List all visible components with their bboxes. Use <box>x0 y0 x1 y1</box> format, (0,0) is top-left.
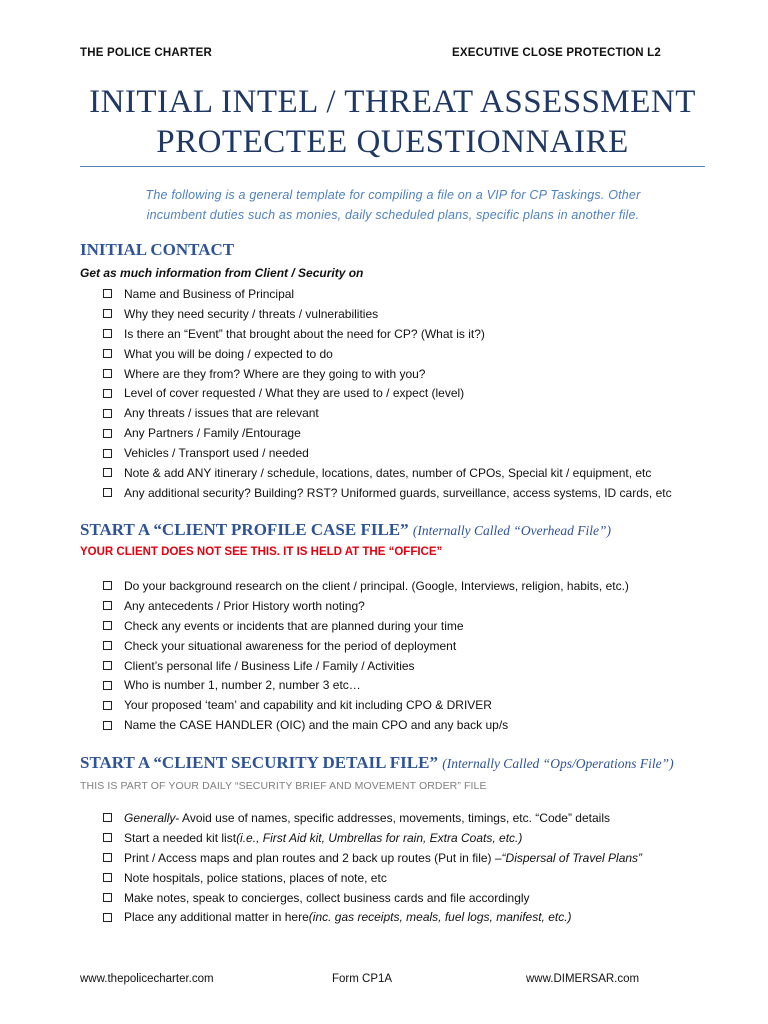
checkbox-icon[interactable] <box>103 369 112 378</box>
section-subheading-security-detail: THIS IS PART OF YOUR DAILY “SECURITY BRIEF AND MOVEMENT ORDER” FILE <box>80 780 487 792</box>
checklist-item <box>103 808 723 828</box>
section-heading-text: START A “CLIENT PROFILE CASE FILE” <box>80 520 409 539</box>
checkbox-icon[interactable] <box>103 681 112 690</box>
checkbox-icon[interactable] <box>103 449 112 458</box>
checklist-item-text: Check any events or incidents that are planned during your time <box>124 618 464 633</box>
checkbox-icon[interactable] <box>103 893 112 902</box>
footer-website-link[interactable]: www.thepolicecharter.com <box>80 973 214 985</box>
checklist-item-text: Note & add ANY itinerary / schedule, locations, dates, number of CPOs, Special kit / equipment, etc <box>124 465 652 480</box>
section-heading-note: (Internally Called “Ops/Operations File”) <box>442 756 674 771</box>
checklist-item-text: - Avoid use of names, specific addresses, movements, timings, etc. “Code” details <box>175 810 610 825</box>
checklist-item-text: Any threats / issues that are relevant <box>124 406 319 421</box>
checklist-item-text: Any Partners / Family /Entourage <box>124 426 301 441</box>
checkbox-icon[interactable] <box>103 289 112 298</box>
checklist-item <box>103 364 723 384</box>
checkbox-icon[interactable] <box>103 853 112 862</box>
title-divider <box>80 166 705 167</box>
checkbox-icon[interactable] <box>103 701 112 710</box>
checklist-item <box>103 443 723 463</box>
checkbox-icon[interactable] <box>103 661 112 670</box>
checklist-item-text: Start a needed kit list <box>124 830 237 845</box>
intro-line-2: incumbent duties such as monies, daily scheduled plans, specific plans in another file. <box>146 208 640 222</box>
checklist-item-text: Level of cover requested / What they are used to / expect (level) <box>124 386 465 401</box>
header-left: THE POLICE CHARTER <box>80 47 213 59</box>
checklist-item <box>103 596 723 616</box>
checklist-item <box>103 383 723 403</box>
checkbox-icon[interactable] <box>103 409 112 418</box>
checklist-item-emphasis: “Dispersal of Travel Plans” <box>501 850 643 865</box>
checkbox-icon[interactable] <box>103 429 112 438</box>
checkbox-icon[interactable] <box>103 488 112 497</box>
checkbox-icon[interactable] <box>103 329 112 338</box>
checkbox-icon[interactable] <box>103 721 112 730</box>
checkbox-icon[interactable] <box>103 833 112 842</box>
checklist-item-text: Note hospitals, police stations, places of note, etc <box>124 870 387 885</box>
checklist-item-emphasis: Generally <box>124 810 176 825</box>
checklist-item <box>103 483 723 503</box>
checklist-item-text: Check your situational awareness for the period of deployment <box>124 638 457 653</box>
checklist-item-text: Any additional security? Building? RST? Uniformed guards, surveillance, access systems, ID cards, etc <box>124 485 672 500</box>
checklist-item <box>103 463 723 483</box>
checklist-item <box>103 828 723 848</box>
checklist-item-text: Any antecedents / Prior History worth noting? <box>124 598 365 613</box>
checklist-item-text: Vehicles / Transport used / needed <box>124 446 309 461</box>
header-right: EXECUTIVE CLOSE PROTECTION L2 <box>452 47 661 59</box>
footer-form-id: Form CP1A <box>332 973 393 985</box>
checklist-item-text: Name the CASE HANDLER (OIC) and the main CPO and any back up/s <box>124 718 509 733</box>
section-heading-security-detail <box>80 753 674 773</box>
section-heading-text: INITIAL CONTACT <box>80 240 235 259</box>
checklist-item-text: Is there an “Event” that brought about the need for CP? (What is it?) <box>124 326 485 341</box>
checkbox-icon[interactable] <box>103 913 112 922</box>
checklist-item <box>103 403 723 423</box>
checklist-item <box>103 675 723 695</box>
checklist-item <box>103 868 723 888</box>
checklist-item-emphasis: (i.e., First Aid kit, Umbrellas for rain, Extra Coats, etc.) <box>236 830 523 845</box>
checklist-item <box>103 907 723 927</box>
checkbox-icon[interactable] <box>103 581 112 590</box>
checklist-item <box>103 304 723 324</box>
checklist-item-emphasis: (inc. gas receipts, meals, fuel logs, manifest, etc.) <box>308 910 572 925</box>
section-heading-initial-contact <box>80 240 234 260</box>
checklist-item-text: Name and Business of Principal <box>124 286 295 301</box>
checklist-item <box>103 636 723 656</box>
checklist-item <box>103 715 723 735</box>
checkbox-icon[interactable] <box>103 601 112 610</box>
checklist-item-text: What you will be doing / expected to do <box>124 346 333 361</box>
checklist-item-text: Where are they from? Where are they going to with you? <box>124 366 426 381</box>
checklist-item <box>103 324 723 344</box>
intro-line-1: The following is a general template for compiling a file on a VIP for CP Taskings. Other <box>145 188 641 202</box>
section-heading-text: START A “CLIENT SECURITY DETAIL FILE” <box>80 753 438 772</box>
checklist-item-text: Client’s personal life / Business Life / Family / Activities <box>124 658 415 673</box>
checklist-item <box>103 848 723 868</box>
checklist-item-text: Who is number 1, number 2, number 3 etc… <box>124 678 361 693</box>
checklist-item <box>103 616 723 636</box>
page-title-line-2: PROTECTEE QUESTIONNAIRE <box>156 124 629 160</box>
checklist-client-profile <box>103 576 723 735</box>
section-heading-note: (Internally Called “Overhead File”) <box>412 523 611 538</box>
checklist-item-text: Why they need security / threats / vulnerabilities <box>124 306 379 321</box>
checkbox-icon[interactable] <box>103 389 112 398</box>
page-title-line-1: INITIAL INTEL / THREAT ASSESSMENT <box>89 84 696 120</box>
checklist-item <box>103 888 723 908</box>
checklist-item <box>103 284 723 304</box>
intro-paragraph <box>80 185 706 225</box>
checklist-item-text: Do your background research on the client / principal. (Google, Interviews, religion, habits, etc.) <box>124 578 629 593</box>
checklist-item-text: Make notes, speak to concierges, collect business cards and file accordingly <box>124 890 530 905</box>
section-heading-client-profile <box>80 520 611 540</box>
section-subheading-initial-contact: Get as much information from Client / Security on <box>80 266 364 280</box>
checklist-item <box>103 576 723 596</box>
checkbox-icon[interactable] <box>103 641 112 650</box>
checkbox-icon[interactable] <box>103 309 112 318</box>
checklist-item-text: Place any additional matter in here <box>124 910 309 925</box>
checkbox-icon[interactable] <box>103 349 112 358</box>
checklist-item-text: Your proposed ‘team’ and capability and kit including CPO & DRIVER <box>124 698 492 713</box>
checkbox-icon[interactable] <box>103 813 112 822</box>
checklist-item <box>103 344 723 364</box>
checklist-item <box>103 656 723 676</box>
checklist-security-detail <box>103 808 723 927</box>
checkbox-icon[interactable] <box>103 621 112 630</box>
checklist-item <box>103 695 723 715</box>
section-warning: YOUR CLIENT DOES NOT SEE THIS. IT IS HELD AT THE “OFFICE” <box>80 546 443 558</box>
checklist-initial-contact <box>103 284 723 503</box>
checkbox-icon[interactable] <box>103 468 112 477</box>
checklist-item <box>103 423 723 443</box>
checkbox-icon[interactable] <box>103 873 112 882</box>
checklist-item-text: Print / Access maps and plan routes and 2 back up routes (Put in file) – <box>124 850 502 865</box>
footer-website-link-right[interactable]: www.DIMERSAR.com <box>526 973 640 985</box>
